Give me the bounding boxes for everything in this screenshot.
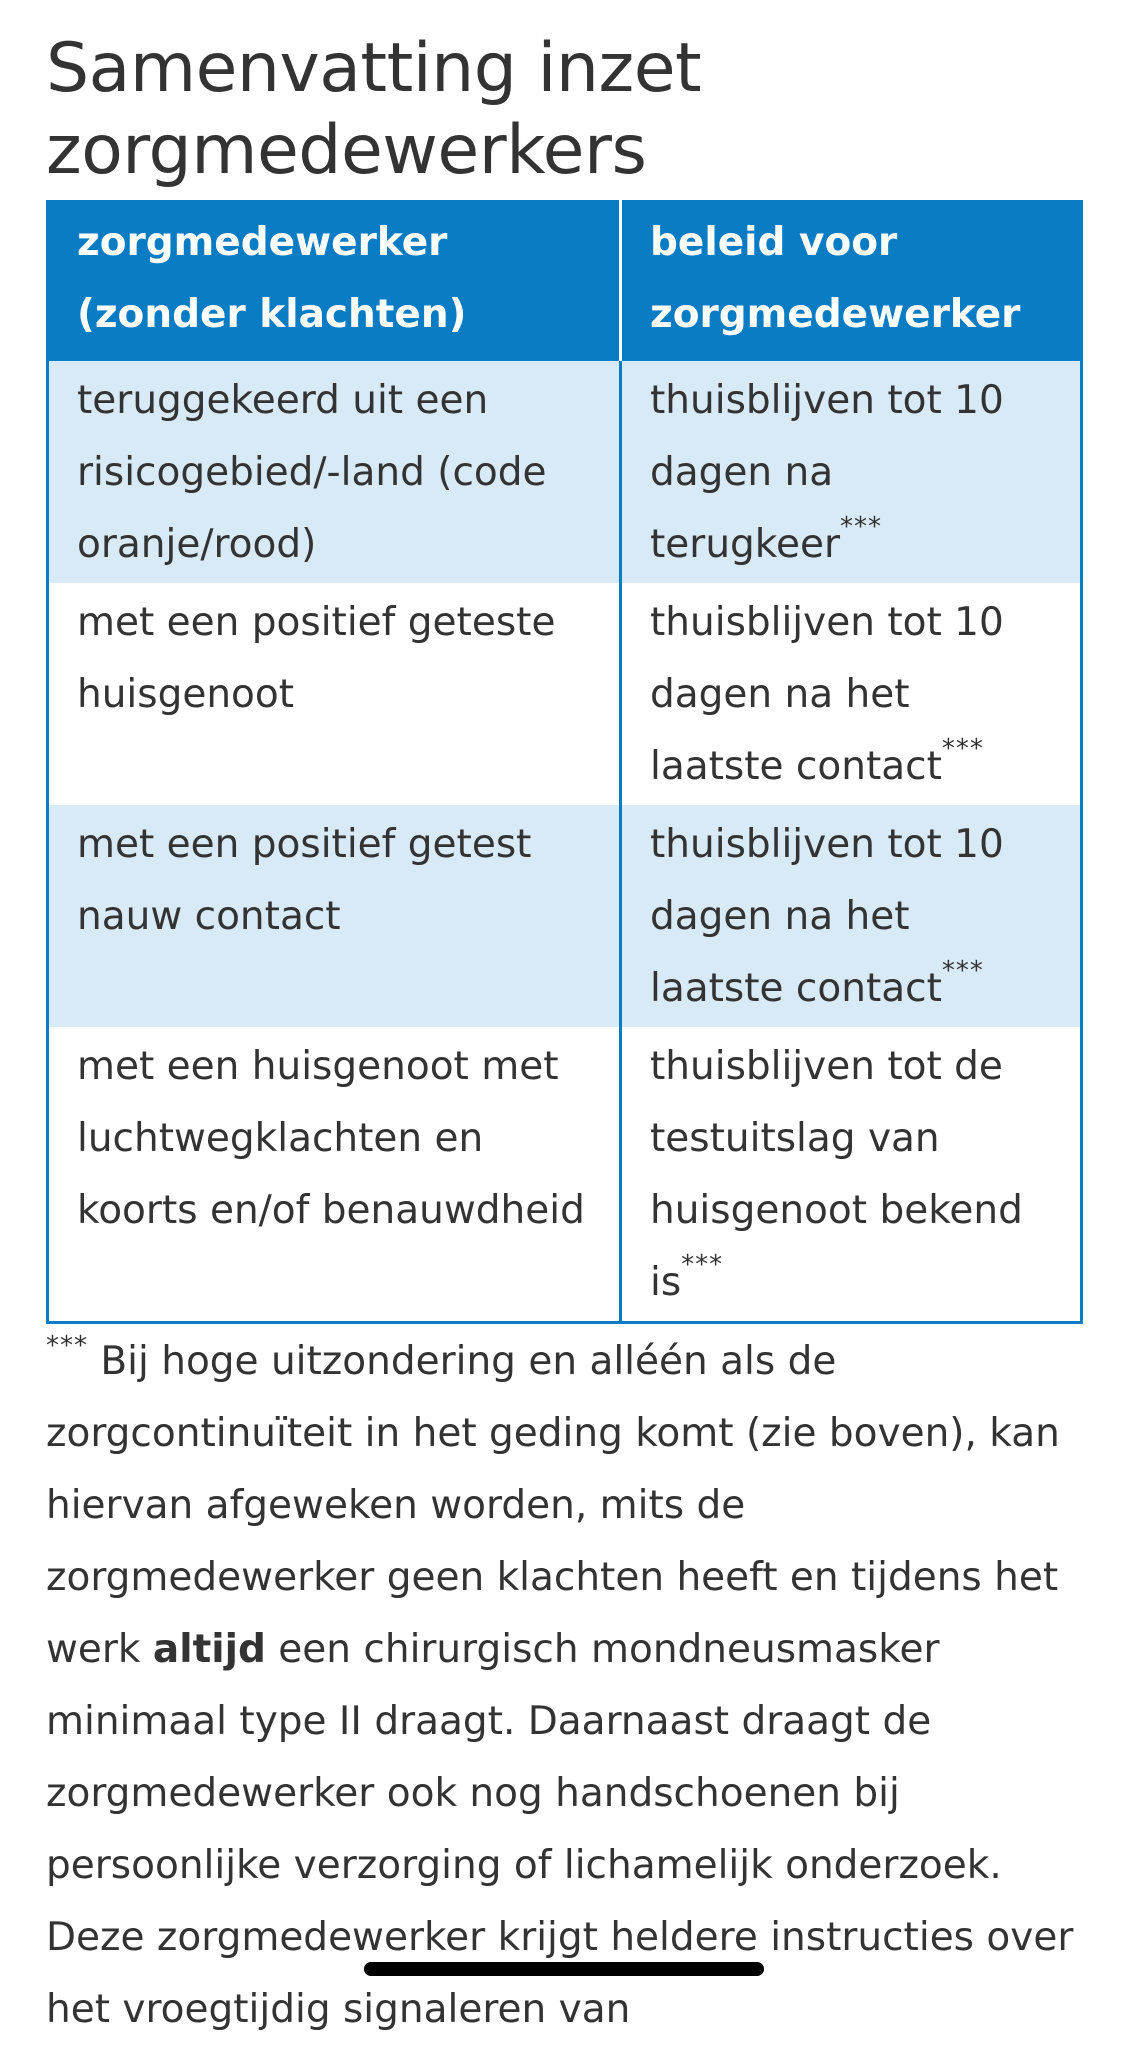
situation-cell: met een positief geteste huisgenoot [48,583,621,805]
policy-text: thuisblijven tot de testuitslag van huisgenoot bekend is [650,1044,1023,1305]
footnote-emphasis: altijd [152,1627,266,1672]
situation-cell: teruggekeerd uit een risicogebied/-land (code oranje/rood) [48,361,621,583]
footnote-marker: *** [681,1250,724,1280]
situation-cell: met een huisgenoot met luchtwegklachten en koorts en/of benauwdheid [48,1027,621,1323]
policy-cell [621,1027,1082,1323]
page-content [46,0,1080,2046]
page-title: Samenvatting inzet zorgmedewerkers [46,29,702,190]
situation-cell: met een positief getest nauw contact [48,805,621,1027]
policy-cell [621,361,1082,583]
footnote-marker: *** [941,734,984,764]
footnote-marker: *** [941,956,984,986]
policy-cell [621,805,1082,1027]
footnote-paragraph [46,1326,1080,2046]
table-header-row [48,202,1082,362]
footnote-marker: *** [46,1331,88,1361]
policy-cell [621,583,1082,805]
table-row [48,805,1082,1027]
table-row [48,1027,1082,1323]
footnote-text: Bij hoge uitzondering en alléén als de zorgcontinuïteit in het geding komt (zie boven), kan hiervan afgeweken worden, mits de zorgmedewerker geen klachten heeft en tijdens het werk [46,1339,1060,1672]
policy-text: thuisblijven tot 10 dagen na het laatste contact [650,822,1004,1011]
policy-text: thuisblijven tot 10 dagen na het laatste contact [650,600,1004,789]
policy-table [46,200,1083,1324]
column-header-situation: zorgmedewerker (zonder klachten) [48,202,621,362]
table-row [48,361,1082,583]
footnote-marker: *** [840,512,883,542]
column-header-policy: beleid voor zorgmedewerker [621,202,1082,362]
footnote-text-continued: een chirurgisch mondneusmasker minimaal type II draagt. Daarnaast draagt de zorgmedewerker ook nog handschoenen bij persoonlijke verzorging of lichamelijk onderzoek. Deze zorgmedewerker krijgt heldere instructies over het vroegtijdig signaleren van [46,1627,1074,2032]
table-row [48,583,1082,805]
policy-text: thuisblijven tot 10 dagen na terugkeer [650,378,1004,567]
home-indicator[interactable] [364,1962,764,1976]
